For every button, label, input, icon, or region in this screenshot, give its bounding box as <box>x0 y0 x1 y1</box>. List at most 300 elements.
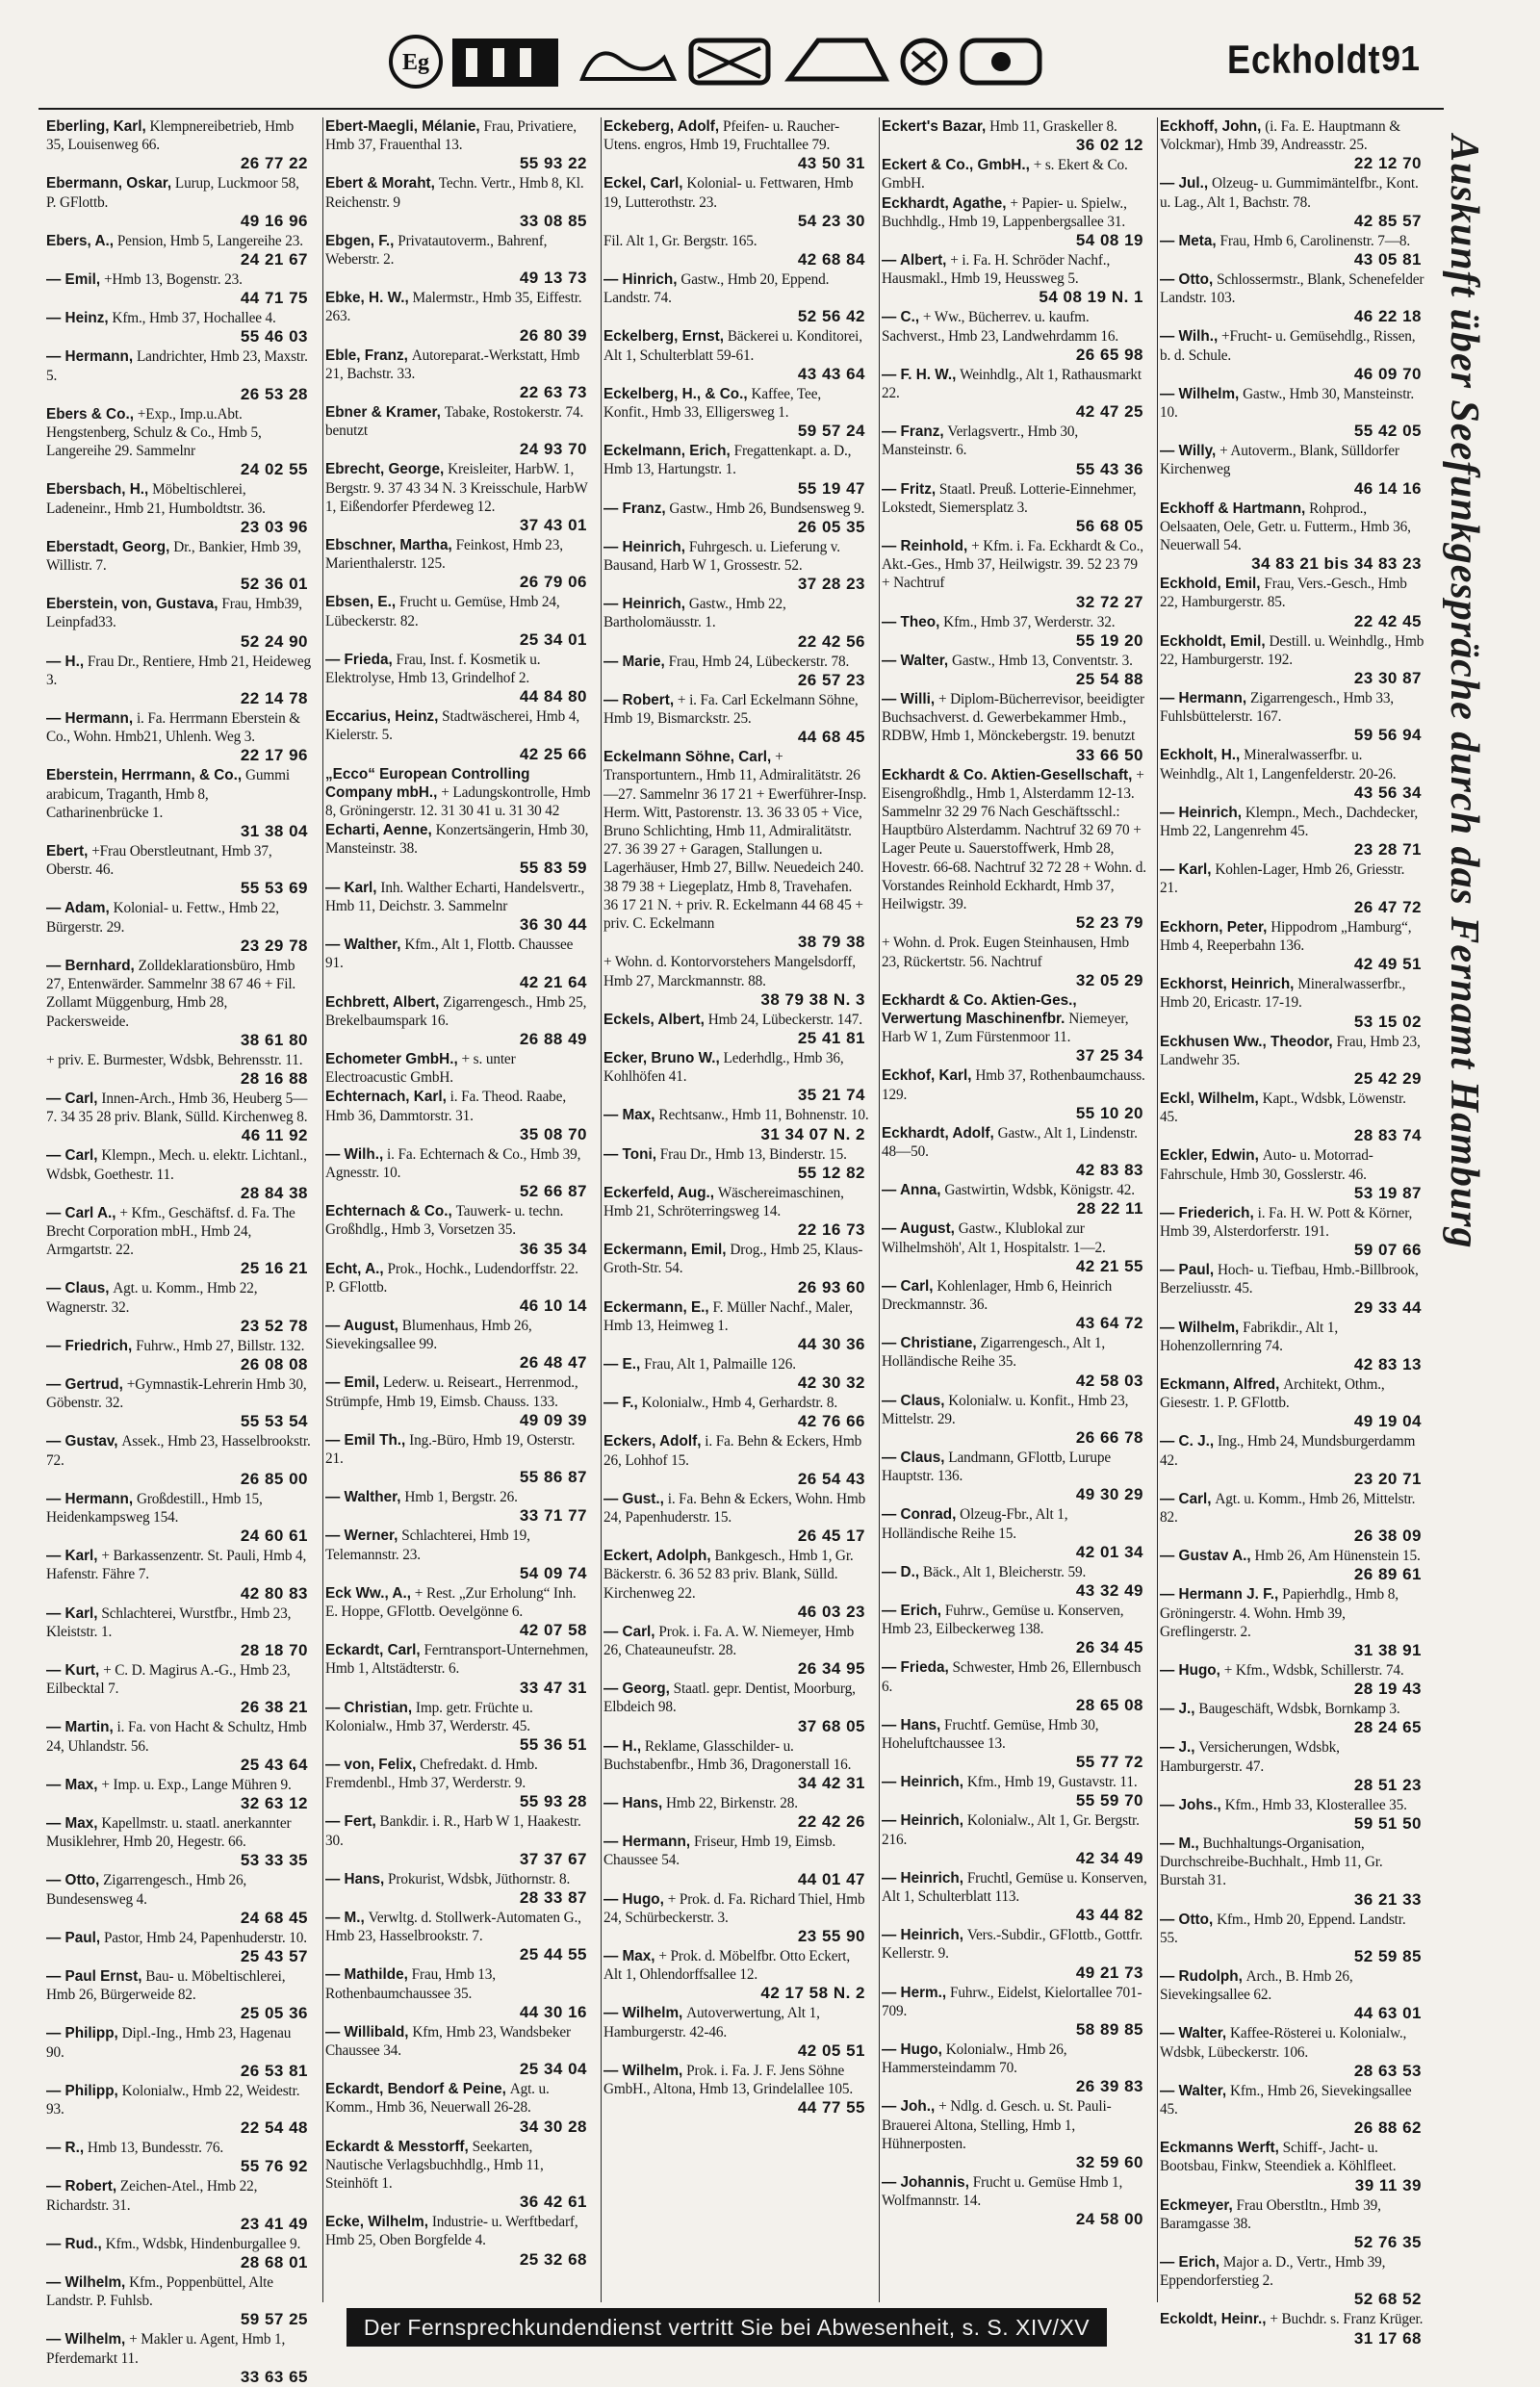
entry-name: Eckelberg, Ernst, <box>603 328 724 346</box>
entry-name: — Max, <box>46 1814 98 1832</box>
entry-name: Eckardt, Carl, <box>325 1642 421 1659</box>
entry-name: — Hans, <box>882 1716 941 1733</box>
entry-details: +Exp., Imp.u.Abt. Hengstenberg, Schulz & Co., Hmb 5, Langereihe 29. Sammelnr <box>46 405 262 460</box>
entry-details: + Ww., Bücherrev. u. kaufm. Sachverst., Hmb 23, Landwehrdamm 16. <box>882 309 1119 345</box>
entry-details: Fruchtf. Gemüse, Hmb 30, Hoheluftchaussee 13. <box>882 1716 1099 1752</box>
entry-name: Eccarius, Heinz, <box>325 708 439 726</box>
entry-details: Inh. Walther Echarti, Handelsvertr., Hmb 11, Deichstr. 3. Sammelnr <box>325 879 585 914</box>
entry-name: Ebert & Moraht, <box>325 175 435 192</box>
directory-entry <box>880 2040 1147 2096</box>
entry-name: — Wilhelm, <box>46 2331 126 2348</box>
entry-name: Ebersbach, H., <box>46 481 149 499</box>
entry-phone: 49 13 73 <box>519 269 587 288</box>
entry-phone: 26 88 49 <box>519 1029 587 1048</box>
entry-phone: 26 80 39 <box>519 325 587 345</box>
entry-name: — Meta, <box>1160 232 1217 249</box>
entry-details: Tauwerk- u. techn. Großhdlg., Hmb 3, Vorsetzen 35. <box>325 1203 564 1239</box>
entry-phone: 25 32 68 <box>519 2249 587 2269</box>
entry-name: — Werner, <box>325 1527 398 1545</box>
entry-phone: 37 37 67 <box>519 1849 587 1868</box>
entry-phone: 26 77 22 <box>240 154 308 173</box>
entry-details: Bau- u. Möbeltischlerei, Hmb 26, Bürgerweide 82. <box>46 1968 286 2004</box>
entry-phone: 25 16 21 <box>240 1259 308 1278</box>
entry-phone: 28 24 65 <box>1353 1718 1422 1737</box>
entry-name: — Heinrich, <box>603 596 685 613</box>
directory-entry <box>1158 1146 1425 1202</box>
entry-phone: 36 21 33 <box>1353 1889 1422 1909</box>
directory-entry <box>323 117 591 173</box>
entry-phone: 54 23 30 <box>797 211 865 230</box>
entry-phone: 28 84 38 <box>240 1183 308 1202</box>
entry-phone: 58 89 85 <box>1075 2020 1143 2040</box>
entry-phone: 28 68 01 <box>240 2253 308 2272</box>
directory-entry <box>44 309 312 346</box>
entry-name: — Heinrich, <box>882 1927 963 1944</box>
directory-entry <box>44 1718 312 1774</box>
entry-phone: 22 54 48 <box>240 2118 308 2138</box>
entry-name: Eckers, Adolf, <box>603 1433 702 1450</box>
directory-entry <box>880 690 1147 765</box>
entry-name: — Emil, <box>325 1374 380 1392</box>
entry-details: Kolonialw., Hmb 4, Gerhardstr. 8. <box>641 1395 838 1412</box>
entry-details: + Buchdr. s. Franz Krüger. <box>1270 2311 1424 2328</box>
entry-details: Hmb 11, Graskeller 8. <box>989 118 1117 135</box>
entry-name: Eckelmann Söhne, Carl, <box>603 749 772 766</box>
entry-phone: 28 33 87 <box>519 1888 587 1907</box>
directory-entry <box>602 1298 869 1354</box>
directory-entry <box>602 2004 869 2060</box>
entry-phone: 35 21 74 <box>797 1086 865 1105</box>
entry-phone: 53 15 02 <box>1353 1012 1422 1031</box>
entry-phone: 56 68 05 <box>1075 517 1143 536</box>
directory-entry <box>44 538 312 594</box>
directory-entry <box>602 1394 869 1431</box>
entry-phone: 55 19 20 <box>1075 630 1143 650</box>
entry-name: Eckmanns Werft, <box>1160 2140 1279 2157</box>
entry-phone: 36 30 44 <box>519 915 587 935</box>
entry-details: Prokurist, Wdsbk, Jüthornstr. 8. <box>388 1870 571 1887</box>
entry-name: — Conrad, <box>882 1506 957 1524</box>
directory-entry <box>880 1181 1147 1219</box>
directory-entry <box>1158 2024 1425 2080</box>
entry-phone: 55 93 28 <box>519 1792 587 1811</box>
entry-phone: 22 63 73 <box>519 383 587 402</box>
entry-phone: 24 02 55 <box>240 460 308 479</box>
directory-column-3 <box>601 117 869 2302</box>
directory-entry <box>1158 975 1425 1031</box>
entry-details: Frau, Alt 1, Palmaille 126. <box>644 1355 796 1373</box>
entry-details: Buchhaltungs-Organisation, Durchschreibe-Buchhalt., Hmb 11, Gr. Burstah 31. <box>1160 1835 1383 1889</box>
entry-name: — C., <box>882 309 920 326</box>
entry-details: Mineralwasserfbr., Hmb 20, Ericastr. 17-19. <box>1160 976 1406 1012</box>
directory-entry <box>44 347 312 403</box>
entry-details: +Gymnastik-Lehrerin Hmb 30, Göbenstr. 32. <box>46 1375 307 1412</box>
directory-entry <box>44 480 312 536</box>
entry-details: Lederhdlg., Hmb 36, Kohlhöfen 41. <box>603 1049 844 1086</box>
entry-details: i. Fa. Theod. Raabe, Hmb 36, Dammtorstr. 31. <box>325 1089 566 1124</box>
entry-details: Fruchtl, Gemüse u. Konserven, Alt 1, Schulterblatt 113. <box>882 1869 1147 1905</box>
entry-name: — Adam, <box>46 900 110 917</box>
directory-entry <box>602 1680 869 1735</box>
entry-name: — Walter, <box>882 652 949 669</box>
entry-details: Olzeug-Fbr., Alt 1, Holländische Reihe 15. <box>882 1506 1068 1542</box>
entry-phone: 26 93 60 <box>797 1277 865 1296</box>
directory-entry <box>880 613 1147 651</box>
entry-name: Echometer GmbH., <box>325 1050 458 1067</box>
entry-details: Schlachterei, Hmb 19, Telemannstr. 23. <box>325 1527 530 1563</box>
entry-phone: 46 10 14 <box>519 1296 587 1315</box>
entry-name: — Friedrich, <box>46 1337 133 1354</box>
entry-phone: 55 19 47 <box>797 478 865 498</box>
entry-details: Hoch- u. Tiefbau, Hmb.-Billbrook, Berzeliusstr. 45. <box>1160 1262 1419 1297</box>
entry-name: — Anna, <box>882 1182 941 1199</box>
entry-phone: 24 68 45 <box>240 1908 308 1927</box>
entry-name: — Max, <box>46 1776 98 1793</box>
entry-details: Bäck., Alt 1, Bleicherstr. 59. <box>922 1563 1087 1580</box>
entry-phone: 55 53 69 <box>240 879 308 898</box>
directory-entry <box>602 691 869 747</box>
directory-entry <box>323 289 591 345</box>
entry-name: Eckhardt, Adolf, <box>882 1124 994 1142</box>
directory-entry <box>323 593 591 649</box>
entry-name: Eberstadt, Georg, <box>46 538 170 555</box>
entry-name: — Wilhelm, <box>603 2005 683 2022</box>
entry-phone: 23 28 71 <box>1353 840 1422 860</box>
entry-phone: 28 19 43 <box>1353 1680 1422 1699</box>
entry-name: — Carl, <box>603 1623 655 1640</box>
entry-name: — Gertrud, <box>46 1375 123 1393</box>
entry-name: Eberling, Karl, <box>46 118 146 135</box>
entry-details: + Imp. u. Exp., Lange Mühren 9. <box>101 1776 292 1793</box>
entry-name: — Heinrich, <box>603 538 685 555</box>
entry-details: Kfm., Hmb 20, Eppend. Landstr. 55. <box>1160 1911 1406 1946</box>
entry-name: — Otto, <box>1160 1911 1214 1928</box>
entry-name: — Paul, <box>46 1929 101 1946</box>
entry-details: Großdestill., Hmb 15, Heidenkampsweg 154. <box>46 1490 263 1526</box>
entry-name: — Hans, <box>603 1794 663 1811</box>
entry-phone: 46 09 70 <box>1353 364 1422 383</box>
entry-details: Innen-Arch., Hmb 36, Heuberg 5—7. 34 35 28 priv. Blank, Sülld. Kirchenweg 8. <box>46 1090 308 1126</box>
entry-details: Fabrikdir., Alt 1, Hohenzollernring 74. <box>1160 1319 1338 1354</box>
entry-phone: 53 19 87 <box>1353 1183 1422 1202</box>
directory-entry <box>1158 174 1425 230</box>
entry-details: Kreisleiter, HarbW. 1, Bergstr. 9. 37 43 34 N. 3 Kreisschule, HarbW 1, Eißendorfer Pferdeweg 12. <box>325 461 588 515</box>
entry-details: + Ladungskontrolle, Hmb 8, Gröningerstr. 12. 31 30 41 u. 31 30 42 <box>325 783 591 820</box>
entry-name: — Wilhelm, <box>1160 1319 1240 1336</box>
directory-entry <box>44 117 312 173</box>
entry-details: F. Müller Nachf., Maler, Hmb 13, Heimweg 1. <box>603 1298 853 1334</box>
entry-details: Frau, Hmb 24, Lübeckerstr. 78. <box>668 653 850 670</box>
entry-phone: 55 12 82 <box>797 1163 865 1182</box>
entry-name: Eberstein, Herrmann, & Co., <box>46 767 243 784</box>
entry-phone: 33 71 77 <box>519 1506 587 1526</box>
entry-phone: 23 20 71 <box>1353 1469 1422 1488</box>
directory-entry <box>880 1716 1147 1772</box>
directory-entry <box>880 652 1147 689</box>
entry-details: Zigarrengesch., Hmb 26, Bundesensweg 4. <box>46 1872 247 1908</box>
entry-name: Echternach & Co., <box>325 1203 452 1220</box>
entry-details: Niemeyer, Harb W 1, Zum Fürstenmoor 11. <box>882 1010 1129 1046</box>
entry-details: Bäckerei u. Konditorei, Alt 1, Schulterblatt 59-61. <box>603 328 862 364</box>
entry-phone: 42 47 25 <box>1075 402 1143 422</box>
logo-strip-icon <box>385 31 1059 92</box>
entry-details: Frau, Hmb 13, Rothenbaumchaussee 35. <box>325 1966 496 2002</box>
entry-phone: 55 77 72 <box>1075 1753 1143 1772</box>
entry-phone: 55 42 05 <box>1353 422 1422 441</box>
entry-details: Zigarrengesch., Hmb 33, Fuhlsbüttelerstr. 167. <box>1160 690 1394 726</box>
entry-name: Eckardt & Messtorff, <box>325 2138 469 2155</box>
entry-details: Gastw., Alt 1, Lindenstr. 48—50. <box>882 1124 1138 1160</box>
entry-phone: 34 83 21 bis 34 83 23 <box>1251 554 1422 574</box>
entry-name: — Emil, <box>46 271 101 289</box>
entry-phone: 43 64 72 <box>1075 1314 1143 1333</box>
entry-name: Ecker, Bruno W., <box>603 1049 720 1066</box>
entry-phone: 44 71 75 <box>240 289 308 308</box>
directory-entry <box>880 1219 1147 1275</box>
entry-phone: 25 54 88 <box>1075 670 1143 689</box>
entry-details: Kfm., Poppenbüttel, Alte Landstr. P. Fuhlsb. <box>46 2274 273 2310</box>
directory-entry <box>44 653 312 708</box>
entry-details: Fil. Alt 1, Gr. Bergstr. 165. <box>603 232 757 249</box>
directory-entry <box>1158 2253 1425 2309</box>
directory-entry <box>1158 1911 1425 1966</box>
entry-name: Eckardt, Bendorf & Peine, <box>325 2081 506 2098</box>
directory-entry <box>323 2138 591 2213</box>
directory-entry <box>602 953 869 1009</box>
entry-name: — Karl, <box>46 1604 98 1622</box>
entry-name: Echbrett, Albert, <box>325 993 440 1011</box>
entry-phone: 37 68 05 <box>797 1716 865 1735</box>
entry-phone: 26 34 45 <box>1075 1638 1143 1657</box>
entry-name: — Hugo, <box>882 2041 942 2059</box>
entry-details: Kohlen-Lager, Hmb 26, Griesstr. 21. <box>1160 861 1405 897</box>
entry-name: — Gustav, <box>46 1433 118 1450</box>
entry-details: + Prok. d. Möbelfbr. Otto Eckert, Alt 1, Ohlendorffsallee 12. <box>603 1948 851 1984</box>
entry-name: Eckholt, H., <box>1160 747 1241 764</box>
directory-entry <box>880 1334 1147 1390</box>
entry-name: — Joh., <box>882 2098 936 2116</box>
entry-details: Industrie- u. Werftbedarf, Hmb 25, Oben Borgfelde 4. <box>325 2214 578 2249</box>
directory-entry <box>323 879 591 935</box>
entry-name: — Hermann J. F., <box>1160 1586 1279 1604</box>
entry-phone: 23 30 87 <box>1353 669 1422 688</box>
entry-phone: 23 29 78 <box>240 936 308 955</box>
entry-phone: 31 38 04 <box>240 822 308 841</box>
entry-details: Imp. getr. Früchte u. Kolonialw., Hmb 37, Werderstr. 45. <box>325 1699 533 1734</box>
entry-phone: 59 51 50 <box>1353 1813 1422 1833</box>
directory-entry <box>880 2097 1147 2172</box>
entry-details: Lederw. u. Reiseart., Herrenmod., Strümpfe, Hmb 19, Eimsb. Chauss. 133. <box>325 1374 578 1410</box>
entry-details: Baugeschäft, Wdsbk, Bornkamp 3. <box>1198 1701 1400 1718</box>
entry-phone: 28 83 74 <box>1353 1126 1422 1145</box>
entry-name: — Karl, <box>325 879 377 896</box>
entry-name: — H., <box>603 1737 642 1755</box>
entry-name: — H., <box>46 653 85 670</box>
entry-name: — Fert, <box>325 1813 376 1831</box>
directory-entry <box>44 1279 312 1335</box>
entry-name: — Carl, <box>882 1277 934 1295</box>
entry-phone: 31 38 91 <box>1353 1640 1422 1659</box>
directory-entry <box>323 536 591 592</box>
entry-details: Pension, Hmb 5, Langereihe 23. <box>116 232 303 249</box>
entry-name: Eckhusen Ww., Theodor, <box>1160 1033 1333 1050</box>
entry-details: Verwltg. d. Stollwerk-Automaten G., Hmb 23, Hasselbrookstr. 7. <box>325 1910 581 1945</box>
entry-name: — Karl, <box>1160 861 1212 879</box>
directory-entry <box>880 2173 1147 2229</box>
entry-details: Klempn., Mech. u. elektr. Lichtanl., Wdsbk, Goethestr. 11. <box>46 1147 307 1183</box>
directory-entry <box>1158 1090 1425 1145</box>
entry-details: Lurup, Luckmoor 58, P. GFlottb. <box>46 175 299 211</box>
entry-phone: 54 08 19 N. 1 <box>1039 288 1143 307</box>
entry-details: + Autoverm., Blank, Sülldorfer Kirchenweg <box>1160 443 1399 478</box>
entry-details: Zolldeklarationsbüro, Hmb 27, Entenwärder. Sammelnr 38 67 46 + Fil. Zollamt Müggenburg, Hmb 28, Packersweide. <box>46 957 296 1030</box>
directory-entry <box>880 1811 1147 1867</box>
entry-details: Ferntransport-Unternehmen, Hmb 1, Altstädterstr. 6. <box>325 1642 589 1678</box>
directory-entry <box>1158 918 1425 974</box>
directory-entry <box>880 156 1147 192</box>
directory-entry <box>1158 1432 1425 1488</box>
entry-phone: 55 10 20 <box>1075 1103 1143 1122</box>
directory-entry <box>323 707 591 763</box>
entry-details: Frau Dr., Rentiere, Hmb 21, Heideweg 3. <box>46 653 311 688</box>
directory-entry <box>1158 232 1425 270</box>
directory-entry <box>602 1547 869 1622</box>
entry-name: — Walther, <box>325 937 401 954</box>
entry-name: — August, <box>325 1317 398 1334</box>
entry-details: Assek., Hmb 23, Hasselbrookstr. 72. <box>46 1433 311 1469</box>
directory-entry <box>44 2235 312 2272</box>
entry-phone: 49 19 04 <box>1353 1412 1422 1431</box>
entry-details: Blumenhaus, Hmb 26, Sievekingsallee 99. <box>325 1317 532 1353</box>
entry-phone: 22 12 70 <box>1353 154 1422 173</box>
directory-entry <box>602 2062 869 2118</box>
entry-details: Gastw., Hmb 30, Mansteinstr. 10. <box>1160 385 1415 422</box>
entry-details: i. Fa. Behn & Eckers, Hmb 26, Lohhof 15. <box>603 1433 862 1469</box>
directory-entry <box>602 538 869 594</box>
entry-phone: 49 09 39 <box>519 1410 587 1429</box>
entry-name: — Theo, <box>882 613 940 630</box>
entry-phone: 28 51 23 <box>1353 1775 1422 1794</box>
directory-entry <box>1158 1585 1425 1660</box>
entry-name: Eckermann, E., <box>603 1298 709 1316</box>
entry-phone: 46 03 23 <box>797 1602 865 1621</box>
entry-phone: 52 66 87 <box>519 1182 587 1201</box>
entry-name: — Reinhold, <box>882 538 968 555</box>
entry-phone: 59 56 94 <box>1353 726 1422 745</box>
directory-entry <box>323 1431 591 1487</box>
directory-entry <box>323 936 591 991</box>
directory-entry <box>44 1432 312 1488</box>
directory-entry <box>602 595 869 651</box>
directory-entry <box>1158 442 1425 498</box>
entry-details: Prok., Hochk., Ludendorffstr. 22. P. GFlottb. <box>325 1260 578 1296</box>
entry-details: Kolonialw. u. Konfit., Hmb 23, Mittelstr. 29. <box>882 1392 1129 1427</box>
entry-name: — Claus, <box>882 1449 945 1466</box>
directory-entry <box>44 405 312 480</box>
directory-entry <box>880 1602 1147 1657</box>
directory-entry <box>323 403 591 459</box>
directory-entry <box>1158 117 1425 173</box>
entry-name: — Johannis, <box>882 2174 969 2192</box>
entry-details: Dipl.-Ing., Hmb 23, Hagenau 90. <box>46 2025 292 2061</box>
entry-phone: 55 43 36 <box>1075 459 1143 478</box>
entry-details: Gastwirtin, Wdsbk, Königstr. 42. <box>944 1182 1135 1199</box>
entry-name: — Philipp, <box>46 2082 118 2099</box>
entry-details: Auto- u. Motorrad-Fahrschule, Hmb 30, Gosslerstr. 46. <box>1160 1147 1373 1183</box>
entry-name: Ebke, H. W., <box>325 290 409 307</box>
entry-name: — C. J., <box>1160 1433 1215 1450</box>
entry-name: — Heinrich, <box>1160 804 1242 821</box>
entry-phone: 52 56 42 <box>797 307 865 326</box>
entry-details: Rechtsanw., Hmb 11, Bohnenstr. 10. <box>658 1107 869 1124</box>
directory-entry <box>880 480 1147 536</box>
entry-details: Ing.-Büro, Hmb 19, Osterstr. 21. <box>325 1431 576 1467</box>
entry-name: — Hermann, <box>46 1490 134 1507</box>
directory-entry <box>44 1814 312 1870</box>
directory-entry <box>1158 2082 1425 2138</box>
entry-name: — F., <box>603 1395 638 1412</box>
entry-name: Ebrecht, George, <box>325 461 445 478</box>
page-number: 91 <box>1381 38 1421 78</box>
entry-phone: 31 17 68 <box>1353 2328 1422 2348</box>
entry-details: Hippodrom „Hamburg“, Hmb 4, Reeperbahn 136. <box>1160 918 1412 954</box>
entry-phone: 44 63 01 <box>1353 2004 1422 2023</box>
entry-details: Kohlenlager, Hmb 6, Heinrich Dreckmannstr. 36. <box>882 1277 1113 1313</box>
directory-entry <box>323 232 591 288</box>
directory-entry <box>44 1090 312 1145</box>
entry-phone: 49 16 96 <box>240 211 308 230</box>
entry-phone: 52 59 85 <box>1353 1947 1422 1965</box>
entry-name: — Hans, <box>325 1870 385 1887</box>
entry-details: Gastw., Klublokal zur Wilhelmshöh', Alt 1, Hospitalstr. 1—2. <box>882 1220 1106 1256</box>
directory-entry <box>44 2273 312 2329</box>
entry-name: Echternach, Karl, <box>325 1089 447 1106</box>
entry-details: + Makler u. Agent, Hmb 1, Pferdemarkt 11. <box>46 2331 286 2367</box>
directory-entry <box>323 1260 591 1316</box>
entry-name: Eckhardt, Agathe, <box>882 194 1007 212</box>
entry-name: — Wilhelm, <box>603 2062 683 2079</box>
entry-phone: 22 16 73 <box>797 1220 865 1240</box>
entry-phone: 26 65 98 <box>1075 345 1143 364</box>
entry-details: Hmb 22, Birkenstr. 28. <box>666 1794 798 1811</box>
entry-details: Autoreparat.-Werkstatt, Hmb 21, Bachstr. 33. <box>325 346 580 382</box>
directory-entry <box>1158 2196 1425 2252</box>
entry-details: Kolonialw., Hmb 26, Hammersteindamm 70. <box>882 2041 1067 2077</box>
directory-entry <box>1158 2310 1425 2348</box>
entry-phone: 46 22 18 <box>1353 307 1422 326</box>
entry-phone: 59 57 25 <box>240 2310 308 2329</box>
entry-details: + i. Fa. Carl Eckelmann Söhne, Hmb 19, Bismarckstr. 25. <box>603 691 859 728</box>
entry-details: +Hmb 13, Bogenstr. 23. <box>103 271 243 289</box>
directory-entry <box>323 1317 591 1373</box>
directory-entry <box>323 821 591 877</box>
entry-name: — Walter, <box>1160 2082 1227 2099</box>
entry-name: Eck Ww., A., <box>325 1584 411 1602</box>
directory-entry <box>44 1146 312 1202</box>
directory-entry <box>1158 1738 1425 1794</box>
entry-phone: 26 05 35 <box>797 517 865 536</box>
entry-phone: 38 79 38 N. 3 <box>760 989 865 1009</box>
directory-entry <box>44 2082 312 2138</box>
entry-phone: 55 36 51 <box>519 1734 587 1754</box>
entry-name: — Friederich, <box>1160 1204 1254 1221</box>
directory-entry <box>323 1373 591 1429</box>
directory-entry <box>602 174 869 230</box>
entry-phone: 25 44 55 <box>519 1945 587 1964</box>
entry-phone: 23 03 96 <box>240 517 308 536</box>
entry-name: — Carl, <box>46 1090 98 1107</box>
directory-entry <box>1158 327 1425 383</box>
